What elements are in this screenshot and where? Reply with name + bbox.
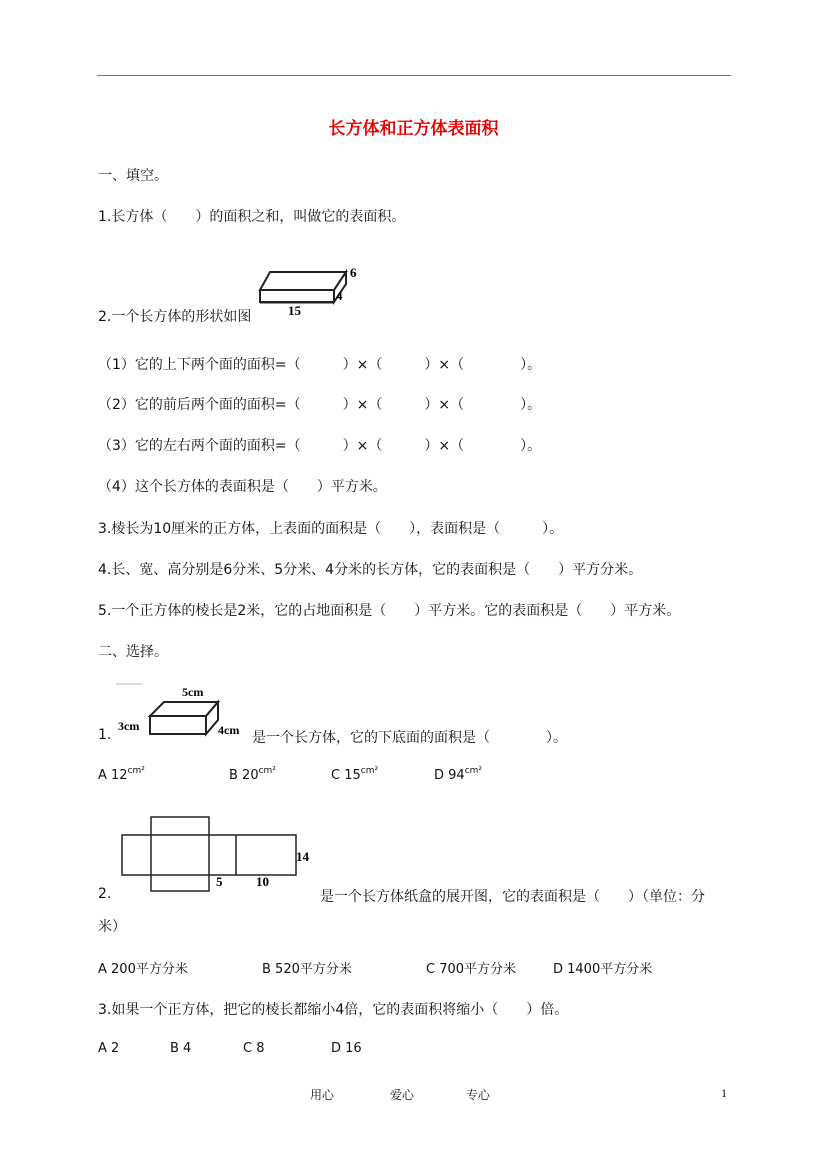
question-4: 4.长、宽、高分别是6分米、5分米、4分米的长方体，它的表面积是（ ）平方分米。 xyxy=(98,562,643,578)
cuboid-top-label: 5cm xyxy=(182,685,204,699)
choice-1-number: 1. xyxy=(98,727,112,743)
question-1: 1.长方体（ ）的面积之和，叫做它的表面积。 xyxy=(98,209,406,225)
choice-2-option-c: C 700平方分米 xyxy=(426,962,517,977)
choice-2-text: 是一个长方体纸盒的展开图，它的表面积是（ ）（单位：分 xyxy=(320,889,705,905)
question-2-1: （1）它的上下两个面的面积=（ ）×（ ）×（ ）。 xyxy=(98,357,542,373)
choice-2-option-b: B 520平方分米 xyxy=(262,962,352,977)
net-label-10: 10 xyxy=(256,874,269,889)
box-net-figure xyxy=(118,815,318,895)
choice-3-option-c: C 8 xyxy=(243,1041,265,1056)
net-label-14: 14 xyxy=(296,849,309,864)
choice-1-option-c: C $15^{cm^2}$ xyxy=(331,766,379,783)
page-title: 长方体和正方体表面积 xyxy=(328,119,499,139)
choice-2-option-d: D 1400平方分米 xyxy=(553,962,653,977)
footer-word-3: 专心 xyxy=(466,1088,491,1102)
choice-1-option-d: D $94^{cm^2}$ xyxy=(434,766,483,783)
footer-word-2: 爱心 xyxy=(390,1088,415,1102)
cuboid-length-label: 15 xyxy=(288,303,301,318)
choice-1-option-b: B $20^{cm^2}$ xyxy=(229,766,276,783)
footer-word-1: 用心 xyxy=(310,1088,335,1102)
question-2-4: （4）这个长方体的表面积是（ ）平方米。 xyxy=(98,479,387,495)
page-number: 1 xyxy=(721,1086,727,1100)
cuboid-left-label: 3cm xyxy=(118,719,140,733)
cuboid-height-label: 6 xyxy=(350,265,357,280)
cuboid-5-4-3-figure xyxy=(112,682,252,740)
cuboid-right-label: 4cm xyxy=(218,723,240,737)
net-label-5: 5 xyxy=(216,874,223,889)
choice-3-option-d: D 16 xyxy=(331,1041,362,1056)
choice-2-option-a: A 200平方分米 xyxy=(98,962,188,977)
question-2-2: （2）它的前后两个面的面积=（ ）×（ ）×（ ）。 xyxy=(98,397,542,413)
cuboid-figure xyxy=(258,262,368,318)
choice-1-option-a: A $12^{cm^2}$ xyxy=(98,766,145,783)
choice-3: 3.如果一个正方体，把它的棱长都缩小4倍，它的表面积将缩小（ ）倍。 xyxy=(98,1002,569,1018)
question-3: 3.棱长为10厘米的正方体，上表面的面积是（ ），表面积是（ ）。 xyxy=(98,521,564,537)
cuboid-width-label: 4 xyxy=(336,288,343,303)
choice-1-text: 是一个长方体，它的下底面的面积是（ ）。 xyxy=(252,730,567,746)
choice-2-text-cont: 米） xyxy=(98,919,126,935)
choice-2-number: 2. xyxy=(98,886,112,902)
question-2: 2.一个长方体的形状如图 xyxy=(98,309,252,325)
question-5: 5.一个正方体的棱长是2米，它的占地面积是（ ）平方米。它的表面积是（ ）平方米。 xyxy=(98,603,681,619)
choice-3-option-a: A 2 xyxy=(98,1041,120,1056)
section-choice: 二、选择。 xyxy=(98,644,168,660)
header-rule xyxy=(97,75,731,76)
section-fill-in: 一、填空。 xyxy=(98,168,168,184)
choice-3-option-b: B 4 xyxy=(170,1041,192,1056)
question-2-3: （3）它的左右两个面的面积=（ ）×（ ）×（ ）。 xyxy=(98,438,542,454)
